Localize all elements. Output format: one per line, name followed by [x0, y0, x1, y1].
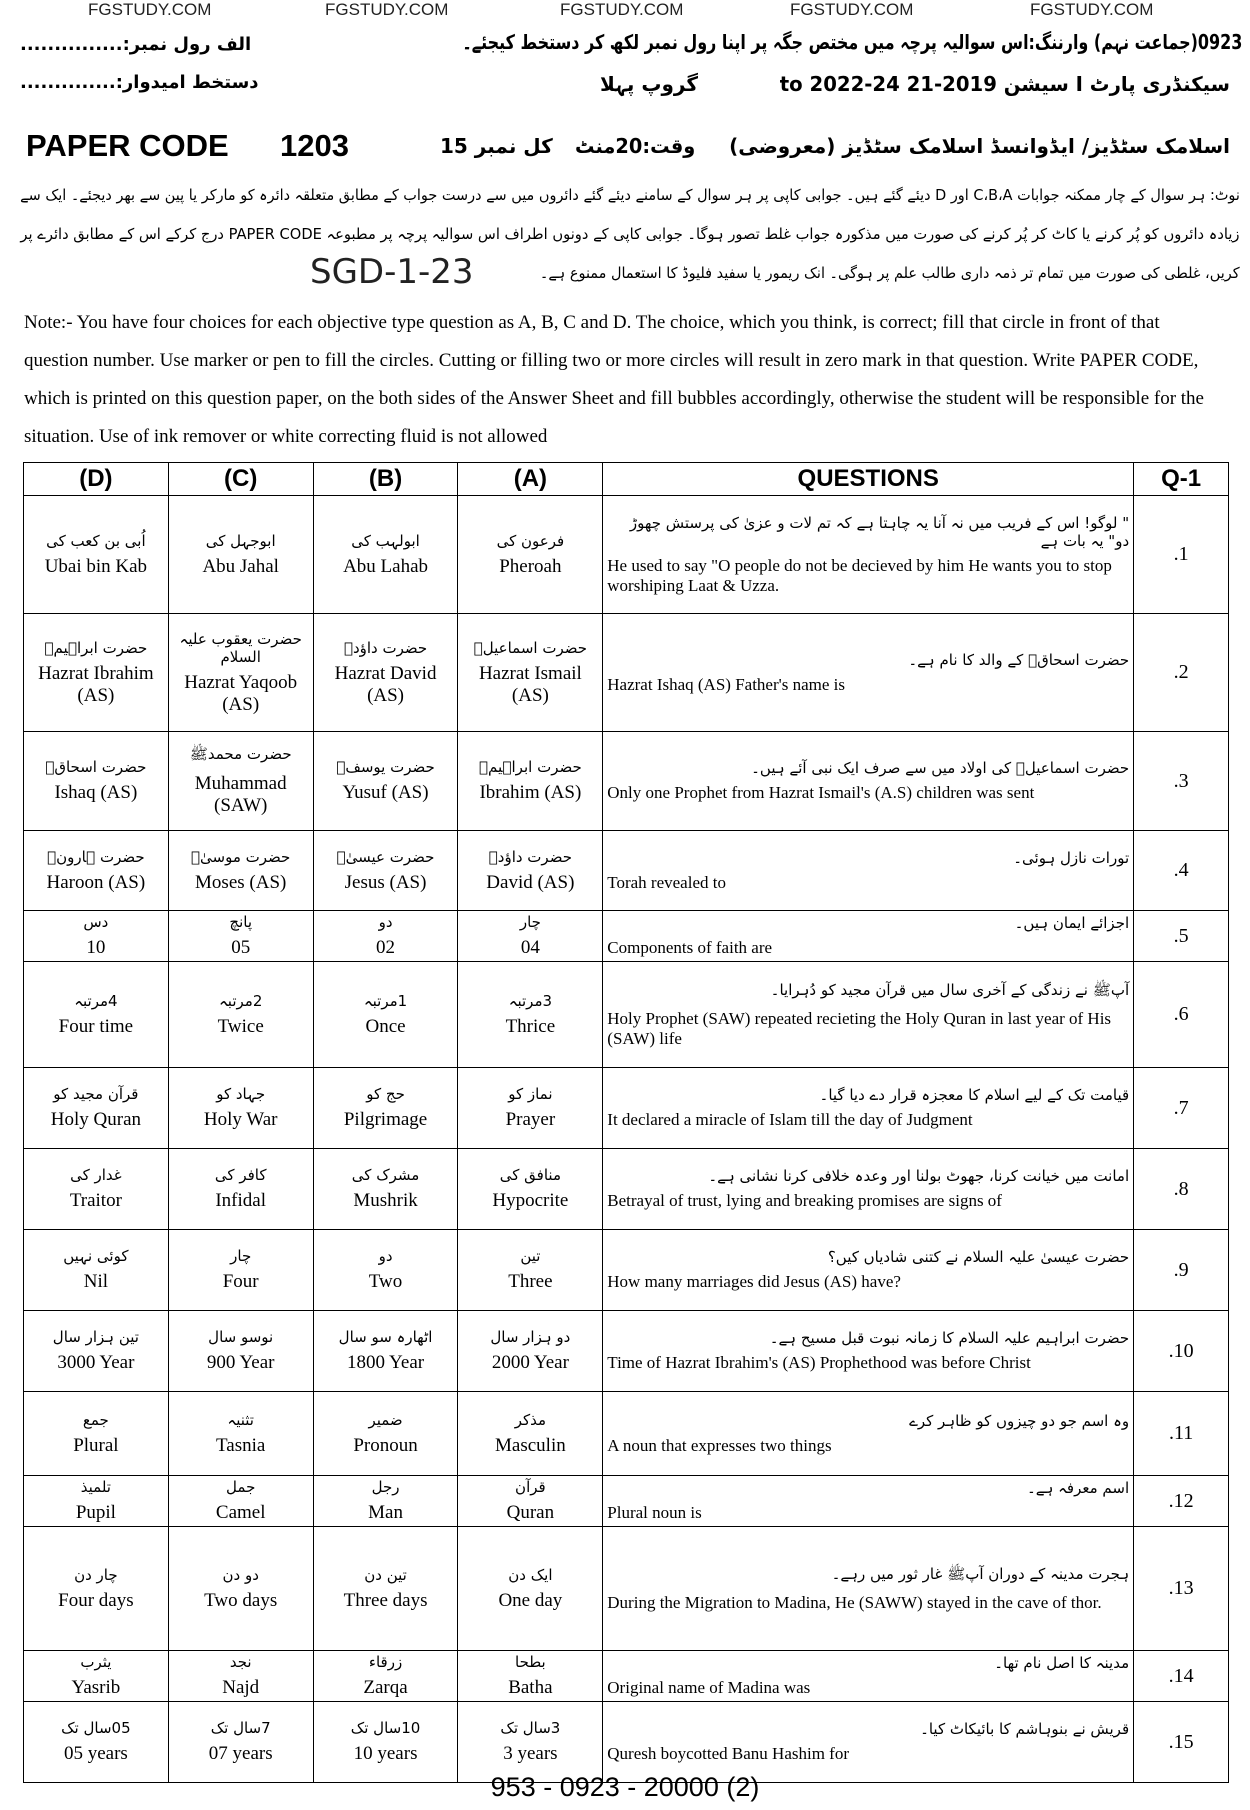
option-urdu: قرآن مجید کو	[53, 1085, 139, 1103]
question-number: .5	[1134, 911, 1229, 962]
option-english: Nil	[83, 1271, 109, 1292]
option-a	[458, 732, 603, 831]
option-urdu: جہاد کو	[216, 1085, 266, 1103]
question-row	[24, 831, 1229, 911]
urdu-note-line: زیادہ دائروں کو پُر کرنے یا کاٹ کر پُر کرنے کی صورت میں مذکورہ جواب غلط تصور ہوگا۔ جوابی کاپی کے دونوں اطراف اس سوالیہ پرچہ پر مطبوعہ PAPER CODE درج کرکے اس کے مطابق دائرے پر	[20, 225, 1240, 243]
option-english: Tasnia	[216, 1434, 266, 1456]
option-urdu: جمع	[82, 1410, 109, 1429]
option-english: Hazrat David (AS)	[334, 662, 437, 706]
option-b	[313, 1702, 458, 1783]
option-english: Three days	[343, 1589, 428, 1611]
option-urdu: نوسو سال	[208, 1328, 274, 1346]
option-english: Prayer	[505, 1109, 556, 1130]
option-c	[168, 962, 313, 1068]
question-urdu: امانت میں خیانت کرنا، جھوٹ بولنا اور وعدہ خلافی کرنا نشانی ہے۔	[708, 1167, 1130, 1185]
option-english: Twice	[217, 1015, 264, 1037]
question-row	[24, 1068, 1229, 1149]
option-b	[313, 614, 458, 732]
option-b	[313, 1527, 458, 1651]
option-english: Hazrat Yaqoob (AS)	[184, 671, 298, 715]
handwritten-code: SGD-1-23	[310, 252, 474, 292]
option-english: Mushrik	[353, 1190, 418, 1211]
option-c	[168, 732, 313, 831]
question-urdu: آپﷺ نے زندگی کے آخری سال میں قرآن مجید کو دُہرایا۔	[770, 980, 1130, 999]
question-text	[603, 732, 1134, 831]
option-urdu: 10سال تک	[350, 1719, 421, 1737]
question-number: .11	[1134, 1392, 1229, 1476]
option-d	[24, 1149, 169, 1230]
option-d	[24, 911, 169, 962]
header-c: (C)	[168, 463, 313, 496]
question-urdu: حضرت عیسیٰ علیہ السلام نے کتنی شادیاں کیں؟	[827, 1248, 1130, 1266]
question-english: A noun that expresses two things	[607, 1435, 832, 1455]
option-d	[24, 1392, 169, 1476]
option-urdu: حضرت اسماعیلؑ	[473, 638, 587, 657]
option-urdu: ضمیر	[368, 1410, 403, 1429]
option-c	[168, 911, 313, 962]
question-urdu: حضرت اسحاقؑ کے والد کا نام ہے۔	[908, 650, 1130, 669]
option-urdu: اُبی بن کعب کی	[46, 531, 146, 550]
option-urdu: دس	[83, 913, 109, 931]
option-english: Pronoun	[353, 1434, 418, 1456]
option-urdu: 2مرتبہ	[219, 991, 263, 1010]
option-urdu: زرقاء	[368, 1653, 403, 1671]
option-urdu: 05سال تک	[61, 1719, 131, 1737]
header-b: (B)	[313, 463, 458, 496]
option-english: 05	[231, 937, 251, 958]
subject: اسلامک سٹڈیز/ ایڈوانسڈ اسلامک سٹڈیز (معروضی)	[729, 134, 1230, 158]
option-english: 2000 Year	[491, 1352, 569, 1373]
option-english: Haroon (AS)	[46, 871, 146, 893]
question-text	[603, 831, 1134, 911]
question-text	[603, 1527, 1134, 1651]
option-english: Yusuf (AS)	[342, 782, 429, 803]
question-english: Original name of Madina was	[607, 1678, 811, 1697]
option-urdu: 1مرتبہ	[363, 991, 408, 1010]
questions-table	[23, 462, 1229, 1783]
option-urdu: تین دن	[364, 1565, 407, 1584]
option-english: Hazrat Ibrahim (AS)	[38, 662, 154, 706]
option-english: Hypocrite	[492, 1190, 569, 1211]
footer-code: 953 - 0923 - 20000 (2)	[490, 1772, 760, 1802]
option-english: Two days	[204, 1589, 278, 1611]
option-english: Plural	[73, 1434, 119, 1456]
question-number: .14	[1134, 1651, 1229, 1702]
question-number: .7	[1134, 1068, 1229, 1149]
question-text	[603, 911, 1134, 962]
option-english: Batha	[508, 1677, 553, 1698]
watermark: FGSTUDY.COM	[790, 0, 914, 19]
option-b	[313, 1311, 458, 1392]
option-urdu: چار	[230, 1247, 252, 1265]
option-d	[24, 1527, 169, 1651]
option-english: Four days	[58, 1589, 134, 1611]
option-a	[458, 1702, 603, 1783]
option-english: Moses (AS)	[195, 871, 287, 893]
question-english: Betrayal of trust, lying and breaking promises are signs of	[607, 1191, 1002, 1210]
question-row	[24, 614, 1229, 732]
option-a	[458, 1527, 603, 1651]
option-english: Yasrib	[71, 1677, 121, 1698]
option-d	[24, 831, 169, 911]
option-b	[313, 732, 458, 831]
option-urdu: حضرت محمدﷺ	[189, 745, 292, 763]
option-urdu: حج کو	[366, 1085, 405, 1103]
option-urdu: کافر کی	[214, 1166, 267, 1184]
question-text	[603, 614, 1134, 732]
option-c	[168, 1651, 313, 1702]
question-english: Plural noun is	[607, 1503, 702, 1522]
option-english: Man	[368, 1502, 403, 1523]
option-english: Pilgrimage	[343, 1109, 428, 1130]
question-text	[603, 1476, 1134, 1527]
option-urdu: نماز کو	[508, 1085, 553, 1103]
question-text	[603, 1651, 1134, 1702]
option-urdu: جمل	[226, 1478, 256, 1496]
option-english: Camel	[215, 1502, 266, 1523]
option-urdu: حضرت اسحاقؑ	[45, 758, 147, 776]
option-d	[24, 1311, 169, 1392]
option-c	[168, 1702, 313, 1783]
option-b	[313, 911, 458, 962]
option-urdu: حضرت یوسفؑ	[336, 758, 435, 776]
question-row	[24, 1392, 1229, 1476]
option-english: Two	[368, 1271, 403, 1292]
question-english: Components of faith are	[607, 938, 773, 957]
option-english: Abu Jahal	[202, 555, 279, 577]
session: سیکنڈری پارٹ I سیشن 2019-21 to 2022-24	[779, 72, 1230, 96]
question-urdu: تورات نازل ہوئی۔	[1013, 848, 1130, 867]
option-urdu: چار دن	[74, 1565, 118, 1584]
option-english: 02	[376, 937, 396, 958]
question-text	[603, 1392, 1134, 1476]
option-english: Ibrahim (AS)	[479, 782, 582, 803]
header-d: (D)	[24, 463, 169, 496]
urdu-note-line: کریں، غلطی کی صورت میں تمام تر ذمہ داری طالب علم پر ہوگی۔ انک ریمور یا سفید فلیوڈ کا استعمال ممنوع ہے۔	[540, 264, 1240, 282]
option-b	[313, 496, 458, 614]
option-english: Thrice	[505, 1015, 556, 1037]
option-urdu: نجد	[229, 1653, 252, 1671]
question-number: .4	[1134, 831, 1229, 911]
question-number: .3	[1134, 732, 1229, 831]
option-b	[313, 1476, 458, 1527]
option-urdu: 4مرتبہ	[74, 991, 118, 1010]
option-c	[168, 1068, 313, 1149]
option-urdu: ابولہب کی	[351, 531, 420, 550]
question-english: How many marriages did Jesus (AS) have?	[607, 1272, 901, 1291]
option-c	[168, 1311, 313, 1392]
paper-code-label: PAPER CODE	[26, 128, 229, 163]
question-urdu: اجزائے ایمان ہیں۔	[1014, 914, 1130, 932]
option-a	[458, 1476, 603, 1527]
option-english: 3000 Year	[57, 1352, 135, 1373]
question-urdu: " لوگو! اس کے فریب میں نہ آنا یہ چاہتا ہے کہ تم لات و عزیٰ کی پرستش چھوڑ دو" یہ بات ہے	[629, 513, 1130, 550]
question-number: .6	[1134, 962, 1229, 1068]
question-english: Holy Prophet (SAW) repeated recieting the Holy Quran in last year of His (SAW) life	[607, 1008, 1112, 1048]
option-urdu: حضرت یعقوب علیہ السلام	[179, 629, 302, 666]
option-urdu: دو	[378, 913, 393, 931]
option-english: 04	[520, 937, 540, 958]
time: وقت:20منٹ	[575, 134, 696, 158]
question-english: Quresh boycotted Banu Hashim for	[607, 1744, 850, 1763]
option-urdu: حضرت ہارونؑ	[47, 847, 145, 866]
option-urdu: ایک دن	[508, 1565, 553, 1584]
option-b	[313, 1230, 458, 1311]
option-english: Hazrat Ismail (AS)	[478, 662, 582, 706]
option-c	[168, 496, 313, 614]
urdu-note-line: نوٹ: ہر سوال کے چار ممکنہ جوابات C،B،A اور D دیئے گئے ہیں۔ جوابی کاپی پر ہر سوال کے سامنے دیئے گئے دائروں میں سے درست جواب کے مطابق متعلقہ دائرہ کو مارکر یا پین سے بھر دیجئے۔ ایک سے	[20, 186, 1240, 204]
question-urdu: مدینہ کا اصل نام تھا۔	[994, 1654, 1130, 1672]
option-d	[24, 1068, 169, 1149]
paper-code: 1203	[280, 128, 349, 163]
option-urdu: کوئی نہیں	[63, 1247, 129, 1265]
option-urdu: اٹھارہ سو سال	[338, 1328, 433, 1346]
option-english: 3 years	[503, 1743, 558, 1764]
question-english: Only one Prophet from Hazrat Ismail's (A.S) children was sent	[607, 783, 1035, 802]
option-urdu: حضرت موسیٰؑ	[191, 847, 291, 866]
option-a	[458, 962, 603, 1068]
question-number: .10	[1134, 1311, 1229, 1392]
option-c	[168, 1230, 313, 1311]
option-c	[168, 1476, 313, 1527]
question-text	[603, 962, 1134, 1068]
option-a	[458, 614, 603, 732]
option-english: Muhammad (SAW)	[194, 773, 287, 816]
option-english: 1800 Year	[347, 1352, 425, 1373]
question-row	[24, 1311, 1229, 1392]
option-urdu: رجل	[371, 1478, 400, 1496]
option-english: Ishaq (AS)	[54, 782, 138, 803]
question-english: Torah revealed to	[607, 872, 726, 892]
option-english: Once	[365, 1015, 406, 1037]
option-english: Najd	[222, 1677, 260, 1698]
question-english: He used to say "O people do not be decieved by him He wants you to stop worshiping Laat & Uzza.	[607, 555, 1112, 595]
option-urdu: چار	[519, 913, 541, 931]
option-urdu: 7سال تک	[210, 1719, 271, 1737]
question-row	[24, 1651, 1229, 1702]
option-d	[24, 1230, 169, 1311]
question-urdu: قیامت تک کے لیے اسلام کا معجزہ قرار دے دیا گیا۔	[819, 1086, 1130, 1104]
option-english: Infidal	[215, 1190, 267, 1211]
question-row	[24, 496, 1229, 614]
question-number: .2	[1134, 614, 1229, 732]
question-urdu: قریش نے بنوہاشم کا بائیکاٹ کیا۔	[920, 1720, 1130, 1738]
question-urdu: وہ اسم جو دو چیزوں کو ظاہر کرے	[909, 1411, 1130, 1430]
option-english: Jesus (AS)	[344, 871, 427, 893]
question-number: .15	[1134, 1702, 1229, 1783]
question-english: During the Migration to Madina, He (SAWW) stayed in the cave of thor.	[607, 1592, 1102, 1612]
option-urdu: دو ہزار سال	[490, 1328, 571, 1346]
option-b	[313, 1068, 458, 1149]
option-urdu: یثرب	[80, 1653, 112, 1671]
option-a	[458, 831, 603, 911]
option-urdu: تثنیہ	[227, 1410, 254, 1429]
option-urdu: حضرت ابراہیمؑ	[479, 758, 582, 776]
question-row	[24, 1702, 1229, 1783]
option-urdu: بطحا	[515, 1653, 546, 1671]
question-row	[24, 1230, 1229, 1311]
option-english: Pupil	[75, 1502, 116, 1523]
question-number: .8	[1134, 1149, 1229, 1230]
option-urdu: تین	[520, 1247, 541, 1265]
option-b	[313, 1651, 458, 1702]
question-english: Hazrat Ishaq (AS) Father's name is	[607, 674, 845, 694]
option-urdu: غدار کی	[70, 1166, 122, 1184]
question-row	[24, 732, 1229, 831]
option-d	[24, 1651, 169, 1702]
option-d	[24, 732, 169, 831]
question-text	[603, 1230, 1134, 1311]
option-a	[458, 1068, 603, 1149]
english-note: Note:- You have four choices for each objective type question as A, B, C and D. The choice, which you think, is correct; fill that circle in front of that question number. Use marker or pen to fill the circles. Cutting or filling two or more circles will result in zero mark in that question. Write PAPER CODE, which is printed on this question paper, on the both sides of the Answer Sheet and fill bubbles accordingly, otherwise the student will be responsible for the situation. Use of ink remover or white correcting fluid is not allowed	[24, 312, 1204, 447]
watermark: FGSTUDY.COM	[560, 0, 684, 19]
option-urdu: مشرک کی	[351, 1166, 420, 1184]
question-row	[24, 1527, 1229, 1651]
total-marks: کل نمبر 15	[440, 134, 553, 158]
option-english: 07 years	[208, 1743, 273, 1764]
option-a	[458, 1230, 603, 1311]
option-english: Pheroah	[499, 555, 562, 577]
watermark: FGSTUDY.COM	[88, 0, 212, 19]
question-urdu: ہجرت مدینہ کے دوران آپﷺ غار ثور میں رہے۔	[831, 1564, 1130, 1583]
option-a	[458, 1651, 603, 1702]
option-urdu: قرآن	[515, 1478, 546, 1496]
header-a: (A)	[458, 463, 603, 496]
question-row	[24, 1149, 1229, 1230]
watermark: FGSTUDY.COM	[1030, 0, 1154, 19]
question-text	[603, 496, 1134, 614]
option-english: Holy War	[203, 1109, 278, 1130]
option-english: Four	[222, 1271, 259, 1292]
option-c	[168, 831, 313, 911]
option-a	[458, 496, 603, 614]
option-urdu: 3سال تک	[500, 1719, 561, 1737]
option-urdu: منافق کی	[499, 1166, 561, 1184]
option-c	[168, 1392, 313, 1476]
option-d	[24, 496, 169, 614]
question-urdu: حضرت اسماعیلؑ کی اولاد میں سے صرف ایک نبی آئے ہیں۔	[751, 759, 1130, 777]
watermark: FGSTUDY.COM	[325, 0, 449, 19]
option-english: 05 years	[63, 1743, 128, 1764]
option-c	[168, 1149, 313, 1230]
header-q1: Q-1	[1134, 463, 1229, 496]
option-urdu: 3مرتبہ	[508, 991, 553, 1010]
option-urdu: فرعون کی	[496, 531, 565, 550]
option-english: Quran	[506, 1502, 555, 1523]
option-english: David (AS)	[486, 871, 575, 893]
option-d	[24, 614, 169, 732]
option-urdu: تین ہزار سال	[52, 1328, 139, 1346]
option-english: Three	[508, 1271, 553, 1292]
option-english: Abu Lahab	[343, 555, 429, 577]
option-urdu: حضرت ابراہیمؑ	[44, 638, 148, 657]
option-b	[313, 1149, 458, 1230]
question-text	[603, 1068, 1134, 1149]
group: گروپ پہلا	[600, 72, 698, 96]
candidate-signature-field: دستخط امیدوار:..............	[20, 72, 259, 93]
option-d	[24, 962, 169, 1068]
option-urdu: حضرت داؤدؑ	[488, 847, 572, 866]
option-a	[458, 1392, 603, 1476]
option-english: Ubai bin Kab	[44, 555, 148, 577]
option-english: 10 years	[353, 1743, 418, 1764]
option-urdu: ابوجہل کی	[205, 531, 276, 550]
header-questions: QUESTIONS	[603, 463, 1134, 496]
warning-line: 0923(جماعت نہم) وارننگ:اس سوالیہ پرچہ میں مختص جگہ پر اپنا رول نمبر لکھ کر دستخط کیجئے۔	[462, 30, 1242, 54]
option-c	[168, 614, 313, 732]
question-text	[603, 1311, 1134, 1392]
option-english: 900 Year	[206, 1352, 275, 1373]
question-number: .13	[1134, 1527, 1229, 1651]
option-urdu: مذکر	[514, 1410, 547, 1429]
option-urdu: دو دن	[222, 1565, 259, 1584]
option-b	[313, 1392, 458, 1476]
option-urdu: پانچ	[229, 913, 252, 931]
option-english: Masculin	[495, 1434, 566, 1456]
question-number: .1	[1134, 496, 1229, 614]
option-english: 10	[86, 937, 106, 958]
question-text	[603, 1702, 1134, 1783]
question-english: It declared a miracle of Islam till the day of Judgment	[607, 1110, 973, 1129]
question-text	[603, 1149, 1134, 1230]
question-urdu: حضرت ابراہیم علیہ السلام کا زمانہ نبوت قبل مسیح ہے۔	[769, 1329, 1130, 1347]
option-english: One day	[498, 1589, 563, 1611]
option-urdu: حضرت عیسیٰؑ	[336, 847, 435, 866]
option-urdu: دو	[378, 1247, 393, 1265]
option-a	[458, 1311, 603, 1392]
option-urdu: تلمیذ	[80, 1478, 111, 1496]
option-c	[168, 1527, 313, 1651]
roll-number-field: الف رول نمبر:...............	[20, 34, 252, 55]
option-english: Zarqa	[363, 1677, 408, 1698]
option-english: Traitor	[69, 1190, 122, 1211]
question-english: Time of Hazrat Ibrahim's (AS) Prophethood was before Christ	[607, 1353, 1031, 1372]
question-urdu: اسم معرفہ ہے۔	[1027, 1479, 1130, 1497]
option-urdu: حضرت داؤدؑ	[343, 638, 428, 657]
option-english: Holy Quran	[50, 1109, 141, 1130]
question-row	[24, 911, 1229, 962]
option-b	[313, 962, 458, 1068]
option-d	[24, 1702, 169, 1783]
option-b	[313, 831, 458, 911]
option-a	[458, 1149, 603, 1230]
option-d	[24, 1476, 169, 1527]
question-number: .9	[1134, 1230, 1229, 1311]
question-number: .12	[1134, 1476, 1229, 1527]
option-english: Four time	[58, 1015, 134, 1037]
question-row	[24, 1476, 1229, 1527]
question-row	[24, 962, 1229, 1068]
option-a	[458, 911, 603, 962]
